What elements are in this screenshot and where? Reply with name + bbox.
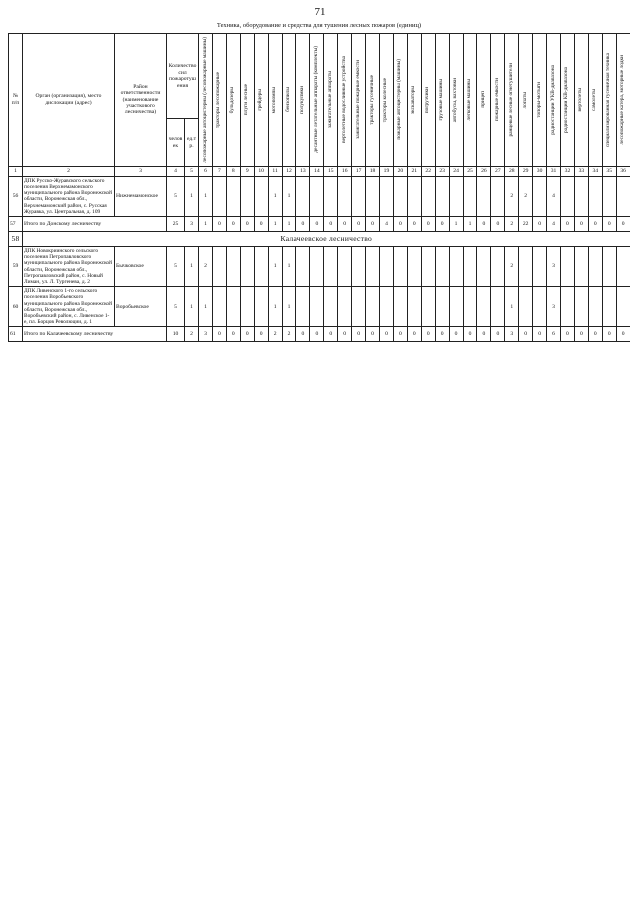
equipment-cell: 0 bbox=[324, 327, 338, 342]
header-equipment bbox=[338, 33, 352, 166]
column-number: 34 bbox=[588, 166, 602, 176]
equipment-cell: 1 bbox=[282, 176, 296, 216]
equipment-cell bbox=[352, 247, 366, 287]
equipment-cell bbox=[421, 247, 435, 287]
equipment-cell: 1 bbox=[463, 217, 477, 232]
column-number: 19 bbox=[380, 166, 394, 176]
header-equipment-label: вертолеты bbox=[577, 88, 584, 112]
column-number: 14 bbox=[310, 166, 324, 176]
header-equipment-label: прицеп bbox=[479, 91, 486, 109]
equipment-cell: 0 bbox=[393, 327, 407, 342]
header-equipment bbox=[505, 33, 519, 166]
column-number: 11 bbox=[268, 166, 282, 176]
equipment-cell: 1 bbox=[282, 217, 296, 232]
header-district: Район ответственности (наименование участкового лесничества) bbox=[115, 33, 167, 166]
section-title: Калачеевское лесничество bbox=[23, 232, 631, 247]
equipment-cell: 0 bbox=[602, 327, 616, 342]
header-equipment bbox=[477, 33, 491, 166]
equipment-cell bbox=[393, 176, 407, 216]
header-equipment bbox=[560, 33, 574, 166]
equipment-cell: 0 bbox=[463, 327, 477, 342]
equipment-cell: 0 bbox=[212, 217, 226, 232]
equipment-cell: 0 bbox=[226, 217, 240, 232]
header-equipment bbox=[240, 33, 254, 166]
equipment-cell bbox=[588, 287, 602, 327]
header-equipment-label: плуги лесные bbox=[243, 84, 250, 116]
equipment-cell: 1 bbox=[282, 287, 296, 327]
equipment-cell: 1 bbox=[199, 176, 213, 216]
equipment-cell bbox=[491, 287, 505, 327]
equipment-cell: 0 bbox=[324, 217, 338, 232]
equipment-cell bbox=[449, 176, 463, 216]
equipment-cell: 2 bbox=[282, 327, 296, 342]
equipment-cell bbox=[393, 287, 407, 327]
row-number: 56 bbox=[9, 176, 23, 216]
header-equipment bbox=[282, 33, 296, 166]
equipment-cell: 0 bbox=[393, 217, 407, 232]
units-cell: 1 bbox=[185, 247, 199, 287]
header-equipment-label: ранцевые лесные огнетушители bbox=[507, 63, 514, 137]
equipment-cell: 2 bbox=[505, 176, 519, 216]
total-label: Итого по Донскому лесничеству bbox=[23, 217, 167, 232]
equipment-cell bbox=[310, 176, 324, 216]
header-num: № п/п bbox=[9, 33, 23, 166]
header-equipment-label: топоры-мотыги bbox=[535, 81, 542, 118]
equipment-cell: 0 bbox=[226, 327, 240, 342]
equipment-cell: 1 bbox=[268, 247, 282, 287]
equipment-cell bbox=[296, 287, 310, 327]
equipment-cell: 2 bbox=[268, 327, 282, 342]
header-equipment bbox=[491, 33, 505, 166]
header-org: Орган (организация), место дислокации (адрес) bbox=[23, 33, 115, 166]
header-equipment-label: экскаваторы bbox=[410, 85, 417, 114]
column-number: 32 bbox=[560, 166, 574, 176]
equipment-cell: 0 bbox=[352, 217, 366, 232]
equipment-cell: 0 bbox=[254, 217, 268, 232]
persons-cell: 5 bbox=[167, 287, 185, 327]
equipment-cell: 0 bbox=[338, 327, 352, 342]
column-number: 30 bbox=[533, 166, 547, 176]
table-row bbox=[9, 176, 631, 216]
equipment-cell: 1 bbox=[282, 247, 296, 287]
equipment-cell bbox=[616, 176, 630, 216]
equipment-cell: 0 bbox=[338, 217, 352, 232]
equipment-cell bbox=[574, 247, 588, 287]
table-row bbox=[9, 287, 631, 327]
equipment-cell bbox=[560, 247, 574, 287]
equipment-cell bbox=[463, 287, 477, 327]
column-number: 20 bbox=[393, 166, 407, 176]
equipment-cell: 1 bbox=[199, 217, 213, 232]
column-number: 24 bbox=[449, 166, 463, 176]
equipment-cell: 6 bbox=[547, 327, 561, 342]
header-equipment-label: бульдозеры bbox=[229, 86, 236, 113]
equipment-cell bbox=[226, 247, 240, 287]
organization-cell: ДПК Новокриинского сельского поселения Петропавловского муниципального района Воронежской области, Воронежская обл., Петропавловский район, с. Новый Лиман, ул. Л. Тургенева, д. 2 bbox=[23, 247, 115, 287]
equipment-cell: 0 bbox=[491, 217, 505, 232]
equipment-cell: 0 bbox=[407, 217, 421, 232]
equipment-cell bbox=[366, 176, 380, 216]
total-label: Итого по Калачеевскому лесничеству bbox=[23, 327, 167, 342]
equipment-cell: 0 bbox=[380, 327, 394, 342]
header-equipment bbox=[324, 33, 338, 166]
equipment-cell bbox=[560, 287, 574, 327]
column-number: 21 bbox=[407, 166, 421, 176]
equipment-cell bbox=[574, 287, 588, 327]
organization-cell: ДПК Ливенского 1-го сельского поселения Воробьевского муниципального района Воронежской области, Воронежская обл., Воробьевский район, с. Ливенское 1-е, пл. Борцов Революции, д. 1 bbox=[23, 287, 115, 327]
header-equipment bbox=[547, 33, 561, 166]
header-equipment-label: мотопомпы bbox=[271, 86, 278, 113]
header-equipment bbox=[616, 33, 630, 166]
equipment-cell: 0 bbox=[366, 217, 380, 232]
equipment-cell: 22 bbox=[519, 217, 533, 232]
header-equipment bbox=[407, 33, 421, 166]
equipment-cell: 0 bbox=[212, 327, 226, 342]
header-equipment-label: тракторы лесопожарные bbox=[215, 71, 222, 128]
equipment-cell bbox=[407, 247, 421, 287]
equipment-cell: 4 bbox=[547, 176, 561, 216]
header-equipment-label: тракторы гусеничные bbox=[368, 74, 375, 125]
equipment-cell bbox=[296, 176, 310, 216]
equipment-cell: 4 bbox=[380, 217, 394, 232]
equipment-cell bbox=[212, 287, 226, 327]
equipment-cell: 1 bbox=[268, 287, 282, 327]
equipment-cell bbox=[338, 287, 352, 327]
equipment-cell bbox=[477, 287, 491, 327]
column-number: 17 bbox=[352, 166, 366, 176]
header-equipment-label: автобусы, вахтовки bbox=[452, 77, 459, 122]
column-number: 7 bbox=[212, 166, 226, 176]
persons-cell: 10 bbox=[167, 327, 185, 342]
equipment-cell bbox=[602, 287, 616, 327]
equipment-cell bbox=[380, 247, 394, 287]
equipment-cell bbox=[380, 176, 394, 216]
document-sheet bbox=[8, 22, 630, 897]
header-equipment bbox=[602, 33, 616, 166]
column-number: 28 bbox=[505, 166, 519, 176]
equipment-cell bbox=[310, 287, 324, 327]
equipment-cell bbox=[533, 247, 547, 287]
equipment-cell: 0 bbox=[310, 217, 324, 232]
column-number: 4 bbox=[167, 166, 185, 176]
header-equipment bbox=[519, 33, 533, 166]
equipment-cell: 0 bbox=[449, 327, 463, 342]
forces-table bbox=[8, 33, 630, 343]
equipment-cell: 1 bbox=[268, 217, 282, 232]
units-cell: 1 bbox=[185, 287, 199, 327]
units-cell: 2 bbox=[185, 327, 199, 342]
equipment-cell: 0 bbox=[296, 217, 310, 232]
header-equipment bbox=[435, 33, 449, 166]
header-units: ед.тр. bbox=[185, 119, 199, 166]
equipment-cell bbox=[324, 287, 338, 327]
column-number: 5 bbox=[185, 166, 199, 176]
header-equipment-label: грузовые машины bbox=[438, 79, 445, 121]
header-equipment-label: погрузчики bbox=[424, 86, 431, 113]
equipment-cell bbox=[533, 287, 547, 327]
header-equipment bbox=[352, 33, 366, 166]
column-number: 27 bbox=[491, 166, 505, 176]
equipment-cell: 0 bbox=[574, 327, 588, 342]
column-number: 36 bbox=[616, 166, 630, 176]
equipment-cell bbox=[226, 287, 240, 327]
row-number: 58 bbox=[9, 232, 23, 247]
header-equipment bbox=[226, 33, 240, 166]
equipment-cell bbox=[602, 176, 616, 216]
equipment-cell bbox=[310, 247, 324, 287]
header-equipment-label: радиостанции КВ-диапазона bbox=[563, 66, 570, 133]
equipment-cell: 0 bbox=[407, 327, 421, 342]
equipment-cell: 0 bbox=[352, 327, 366, 342]
organization-cell: ДПК Русско-Журавского сельского поселения Верхнемамонского муниципального района Воронежской области, Воронежская обл., Верхнемамонский район, с. Русская Журавка, ул. Центральная, д. 109 bbox=[23, 176, 115, 216]
equipment-cell bbox=[296, 247, 310, 287]
row-number: 57 bbox=[9, 217, 23, 232]
district-cell: Нижнемамонское bbox=[115, 176, 167, 216]
equipment-cell bbox=[435, 247, 449, 287]
header-equipment bbox=[393, 33, 407, 166]
table-caption: Техника, оборудование и средства для тушения лесных пожаров (единиц) bbox=[216, 22, 422, 29]
equipment-cell bbox=[574, 176, 588, 216]
equipment-cell bbox=[421, 287, 435, 327]
equipment-cell bbox=[463, 247, 477, 287]
equipment-cell: 0 bbox=[519, 327, 533, 342]
column-number: 10 bbox=[254, 166, 268, 176]
column-number: 31 bbox=[547, 166, 561, 176]
equipment-cell bbox=[212, 176, 226, 216]
column-number: 22 bbox=[421, 166, 435, 176]
header-equipment-label: грейдеры bbox=[257, 88, 264, 111]
equipment-cell: 0 bbox=[616, 327, 630, 342]
equipment-cell: 0 bbox=[616, 217, 630, 232]
equipment-cell bbox=[435, 287, 449, 327]
equipment-cell bbox=[602, 247, 616, 287]
equipment-cell bbox=[519, 287, 533, 327]
column-number: 15 bbox=[324, 166, 338, 176]
equipment-cell: 0 bbox=[421, 327, 435, 342]
header-equipment-label: самолеты bbox=[591, 88, 598, 111]
equipment-cell: 0 bbox=[560, 327, 574, 342]
total-row bbox=[9, 327, 631, 342]
equipment-cell: 1 bbox=[199, 287, 213, 327]
equipment-cell bbox=[449, 287, 463, 327]
equipment-cell bbox=[616, 287, 630, 327]
equipment-cell: 0 bbox=[435, 217, 449, 232]
equipment-cell bbox=[338, 247, 352, 287]
column-number: 6 bbox=[199, 166, 213, 176]
equipment-cell: 2 bbox=[199, 247, 213, 287]
equipment-cell bbox=[212, 247, 226, 287]
equipment-cell: 2 bbox=[505, 247, 519, 287]
equipment-cell: 0 bbox=[310, 327, 324, 342]
total-row bbox=[9, 217, 631, 232]
equipment-cell bbox=[352, 287, 366, 327]
equipment-cell: 0 bbox=[477, 217, 491, 232]
equipment-cell: 0 bbox=[421, 217, 435, 232]
equipment-cell: 0 bbox=[296, 327, 310, 342]
header-equipment bbox=[533, 33, 547, 166]
equipment-cell bbox=[616, 247, 630, 287]
equipment-cell bbox=[240, 176, 254, 216]
equipment-cell bbox=[338, 176, 352, 216]
equipment-cell bbox=[477, 247, 491, 287]
column-number: 13 bbox=[296, 166, 310, 176]
equipment-cell: 1 bbox=[449, 217, 463, 232]
equipment-cell: 0 bbox=[240, 327, 254, 342]
equipment-cell bbox=[254, 287, 268, 327]
equipment-cell bbox=[477, 176, 491, 216]
equipment-cell bbox=[519, 247, 533, 287]
column-number: 16 bbox=[338, 166, 352, 176]
persons-cell: 5 bbox=[167, 176, 185, 216]
equipment-cell: 0 bbox=[602, 217, 616, 232]
equipment-cell: 0 bbox=[435, 327, 449, 342]
header-equipment-label: тракторы колесные bbox=[382, 77, 389, 122]
equipment-cell: 0 bbox=[533, 217, 547, 232]
column-number: 3 bbox=[115, 166, 167, 176]
header-equipment-label: зажигательные пожарные емкости bbox=[354, 60, 361, 140]
equipment-cell bbox=[380, 287, 394, 327]
equipment-cell: 0 bbox=[240, 217, 254, 232]
header-equipment-label: лесопожарные автоцистерны (лесопожарные машины) bbox=[201, 36, 208, 163]
header-equipment-label: полукупмки bbox=[298, 85, 305, 114]
header-equipment-label: специализированная гусеничная техника bbox=[605, 52, 612, 147]
equipment-cell: 0 bbox=[560, 217, 574, 232]
header-equipment bbox=[366, 33, 380, 166]
row-number: 59 bbox=[9, 247, 23, 287]
equipment-cell bbox=[463, 176, 477, 216]
units-cell: 1 bbox=[185, 176, 199, 216]
table-row bbox=[9, 247, 631, 287]
equipment-cell: 0 bbox=[574, 217, 588, 232]
header-equipment bbox=[380, 33, 394, 166]
header-equipment-label: десантные летательные аппараты (комплекты) bbox=[312, 46, 319, 154]
header-equipment bbox=[212, 33, 226, 166]
page-number: 71 bbox=[314, 6, 326, 18]
equipment-cell bbox=[366, 287, 380, 327]
equipment-cell: 2 bbox=[505, 217, 519, 232]
column-number: 26 bbox=[477, 166, 491, 176]
header-equipment-label: пожарные автоцистерны (машины) bbox=[396, 59, 403, 141]
equipment-cell bbox=[421, 176, 435, 216]
equipment-cell bbox=[366, 247, 380, 287]
equipment-cell: 3 bbox=[199, 327, 213, 342]
header-equipment bbox=[449, 33, 463, 166]
header-equipment bbox=[574, 33, 588, 166]
column-number: 23 bbox=[435, 166, 449, 176]
column-number: 29 bbox=[519, 166, 533, 176]
header-equipment-label: вертолетные водосливные устройства bbox=[340, 56, 347, 144]
persons-cell: 25 bbox=[167, 217, 185, 232]
equipment-cell bbox=[588, 176, 602, 216]
header-equipment bbox=[421, 33, 435, 166]
equipment-cell: 1 bbox=[268, 176, 282, 216]
column-number: 9 bbox=[240, 166, 254, 176]
equipment-cell bbox=[254, 176, 268, 216]
equipment-cell bbox=[435, 176, 449, 216]
column-number: 2 bbox=[23, 166, 115, 176]
equipment-cell bbox=[226, 176, 240, 216]
header-equipment bbox=[296, 33, 310, 166]
column-number: 25 bbox=[463, 166, 477, 176]
equipment-cell bbox=[491, 176, 505, 216]
district-cell: Бычковское bbox=[115, 247, 167, 287]
equipment-cell: 3 bbox=[547, 287, 561, 327]
equipment-cell bbox=[393, 247, 407, 287]
equipment-cell bbox=[324, 176, 338, 216]
persons-cell: 5 bbox=[167, 247, 185, 287]
column-number: 12 bbox=[282, 166, 296, 176]
equipment-cell bbox=[533, 176, 547, 216]
row-number: 60 bbox=[9, 287, 23, 327]
header-equipment bbox=[268, 33, 282, 166]
equipment-cell bbox=[491, 247, 505, 287]
header-equipment-label: лопаты bbox=[521, 91, 528, 109]
header-equipment-label: пожарные емкости bbox=[493, 78, 500, 122]
header-equipment bbox=[199, 33, 213, 166]
header-forces: Количество сил пожаротушения bbox=[167, 33, 199, 119]
equipment-cell bbox=[352, 176, 366, 216]
equipment-cell bbox=[588, 247, 602, 287]
row-number: 61 bbox=[9, 327, 23, 342]
column-number: 35 bbox=[602, 166, 616, 176]
equipment-cell: 2 bbox=[519, 176, 533, 216]
equipment-cell: 0 bbox=[533, 327, 547, 342]
equipment-cell bbox=[240, 247, 254, 287]
header-persons: человек bbox=[167, 119, 185, 166]
equipment-cell: 3 bbox=[505, 327, 519, 342]
equipment-cell bbox=[254, 247, 268, 287]
header-equipment bbox=[310, 33, 324, 166]
equipment-cell: 0 bbox=[254, 327, 268, 342]
equipment-cell bbox=[449, 247, 463, 287]
equipment-cell bbox=[324, 247, 338, 287]
header-equipment-label: бензопилы bbox=[285, 87, 292, 113]
equipment-cell: 0 bbox=[477, 327, 491, 342]
equipment-cell: 0 bbox=[588, 217, 602, 232]
equipment-cell: 0 bbox=[491, 327, 505, 342]
column-number: 33 bbox=[574, 166, 588, 176]
column-number: 18 bbox=[366, 166, 380, 176]
equipment-cell: 0 bbox=[588, 327, 602, 342]
header-equipment-label: лесопожарные катера, моторные лодки bbox=[619, 55, 626, 145]
equipment-cell bbox=[407, 176, 421, 216]
header-equipment-label: легковые машины bbox=[466, 79, 473, 121]
section-row bbox=[9, 232, 631, 247]
equipment-cell: 3 bbox=[547, 247, 561, 287]
equipment-cell: 0 bbox=[366, 327, 380, 342]
equipment-cell: 1 bbox=[505, 287, 519, 327]
district-cell: Воробьевское bbox=[115, 287, 167, 327]
equipment-cell bbox=[240, 287, 254, 327]
units-cell: 3 bbox=[185, 217, 199, 232]
header-equipment-label: зажигательные аппараты bbox=[326, 71, 333, 129]
equipment-cell bbox=[560, 176, 574, 216]
header-equipment bbox=[463, 33, 477, 166]
column-number: 8 bbox=[226, 166, 240, 176]
header-equipment bbox=[254, 33, 268, 166]
equipment-cell: 4 bbox=[547, 217, 561, 232]
header-equipment-label: радиостанции УКВ-диапазона bbox=[549, 64, 556, 135]
equipment-cell bbox=[407, 287, 421, 327]
column-number: 1 bbox=[9, 166, 23, 176]
header-equipment bbox=[588, 33, 602, 166]
